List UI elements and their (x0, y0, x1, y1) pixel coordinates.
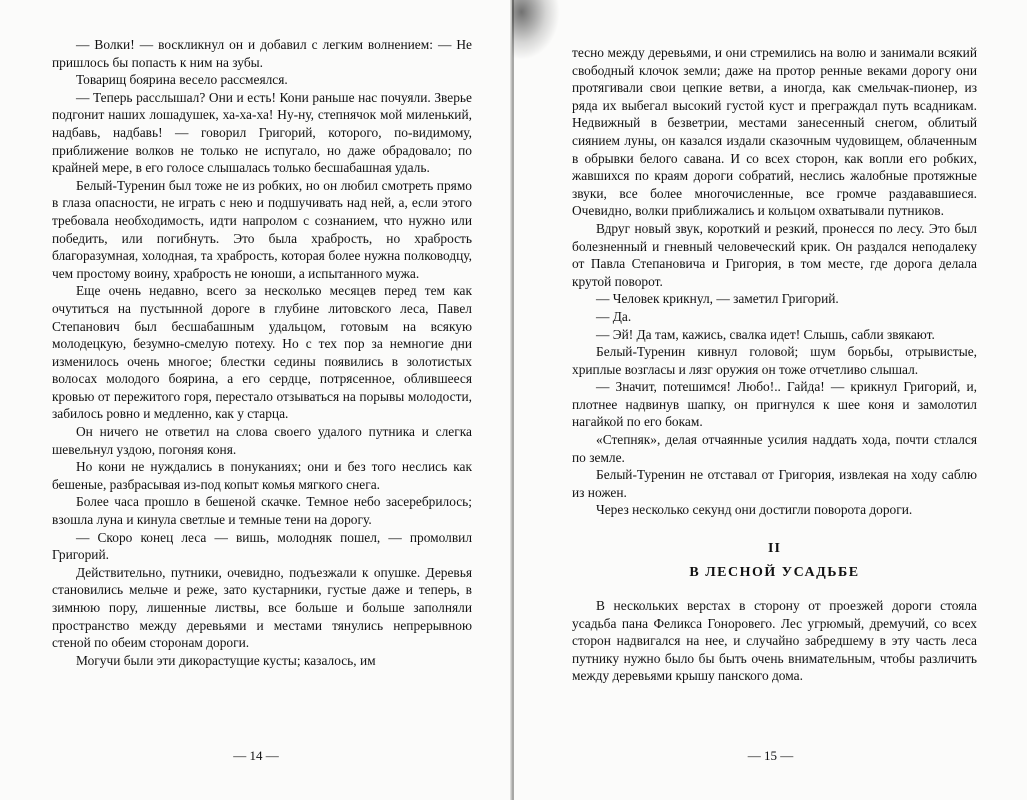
paragraph: Еще очень недавно, всего за несколько месяцев перед тем как очутиться на пустынной дороге в глубине литовского леса, Павел Степанович был бесшабашным удальцом, готовым на всякую молодецкую, безумно-смелую потеху. Но с тех пор за немногие дни изменилось очень многое; блестки седины появились в золотистых волосах молодого боярина, а его сердце, потрясенное, облившееся кровью от пережитого горя, перестало отзываться на порывы молодости, забилось ровно и медленно, как у старца. (52, 283, 472, 422)
paragraph: — Да. (596, 308, 632, 324)
right-page-text (572, 44, 977, 685)
paragraph: «Степняк», делая отчаянные усилия наддать хода, почти стлался по земле. (572, 432, 977, 465)
paragraph: Действительно, путники, очевидно, подъезжали к опушке. Деревья становились мельче и реже, зато кустарники, густые даже и теперь, в зимнюю пору, лишенные листвы, все больше и больше заполняли пространство между деревьями и местами тянулись непрерывною стеной по обеим сторонам дороги. (52, 564, 472, 651)
right-page (514, 0, 1027, 800)
paragraph: — Волки! — воскликнул он и добавил с легким волнением: — Не пришлось бы попасть к ним на зубы. (52, 37, 472, 70)
page-number-right: — 15 — (747, 748, 794, 763)
paragraph: — Теперь расслышал? Они и есть! Кони раньше нас почуяли. Зверье подгонит наших лошадушек, ха-ха-ха! Ну-ну, степнячок мой миленький, надбавь, надбавь! — говорил Григорий, которого, по-видимому, приближение волков не только не испугало, но даже обрадовало; по крайней мере, в его голосе слышалась только бесшабашная удаль. (52, 89, 472, 176)
paragraph: — Скоро конец леса — вишь, молодняк пошел, — промолвил Григорий. (52, 529, 472, 563)
paragraph: Белый-Туренин был тоже не из робких, но он любил смотреть прямо в глаза опасности, не играть с нею и подшучивать над ней, а, если этого требовала необходимость, идти напролом с сознанием, что нужно или победить, или погибнуть. Это была храбрость, но храбрость благоразумная, холодная, та храбрость, которая более нужна полководцу, чем простому воину, храбрость не юноши, а испытанного мужа. (52, 177, 472, 281)
paragraph: Белый-Туренин не отставал от Григория, извлекая на ходу саблю из ножен. (572, 467, 977, 500)
page-number-left: — 14 — (233, 748, 279, 763)
paragraph: — Эй! Да там, кажись, свалка идет! Слышь, сабли звякают. (596, 326, 935, 342)
paragraph: Могучи были эти дикорастущие кусты; казалось, им (76, 652, 376, 668)
paragraph: — Значит, потешимся! Любо!.. Гайда! — крикнул Григорий, и, плотнее надвинув шапку, он пригнулся к шее коня и замолотил нагайкой по его бокам. (572, 379, 977, 430)
chapter-title: В ЛЕСНОЙ УСАДЬБЕ (689, 565, 860, 581)
paragraph: Более часа прошло в бешеной скачке. Темное небо засеребрилось; взошла луна и кинула светлые и темные тени на дорогу. (52, 494, 472, 528)
paragraph: — Человек крикнул, — заметил Григорий. (596, 291, 839, 307)
paragraph: В нескольких верстах в сторону от проезжей дороги стояла усадьба пана Феликса Гоноровего. Лес угрюмый, дремучий, со всех сторон надвигался на нее, и случайно забредшему в эту часть леса путнику нужно было бы быть очень внимательным, чтобы различить между деревьями крышу панского дома. (572, 598, 977, 684)
paragraph: Но кони не нуждались в понуканиях; они и без того неслись как бешеные, разбрасывая из-под копыт комья мягкого снега. (52, 459, 472, 492)
paragraph: Вдруг новый звук, короткий и резкий, пронесся по лесу. Это был болезненный и гневный человеческий крик. Он раздался неподалеку от Павла Степановича и Григория, в том месте, где дорога делала крутой поворот. (572, 220, 977, 289)
ink-smudge (512, 0, 560, 60)
paragraph: тесно между деревьями, и они стремились на волю и занимали всякий свободный клочок земли; даже на протоp ренные веками дорогу они протягивали свои цепкие ветви, а иногда, как смельчак-пионер, из ряда их выбегал высокий густой куст и преграждал путь всадникам. Недвижный в безветрии, местами занесенный снегом, облитый сиянием луны, он казался издали сказочным чудовищем, облаченным в обрывки белого савана. И со всех сторон, как вопли его робких, жавшихся по краям дороги собратий, неслись жалобные протяжные звуки, все более многочисленные, все громче раздававшиеся. Очевидно, волки приближались и кольцом охватывали путников. (572, 45, 977, 219)
paragraph: Он ничего не ответил на слова своего удалого путника и слегка шевельнул уздою, погоняя коня. (52, 424, 472, 457)
paragraph: Товарищ боярина весело рассмеялся. (76, 72, 288, 88)
left-page-text (52, 36, 472, 669)
paragraph: Белый-Туренин кивнул головой; шум борьбы, отрывистые, хриплые возгласы и лязг оружия он тоже отчетливо слышал. (572, 344, 977, 377)
left-page (0, 0, 512, 800)
chapter-number: II (768, 541, 781, 557)
paragraph: Через несколько секунд они достигли поворота дороги. (596, 502, 913, 518)
